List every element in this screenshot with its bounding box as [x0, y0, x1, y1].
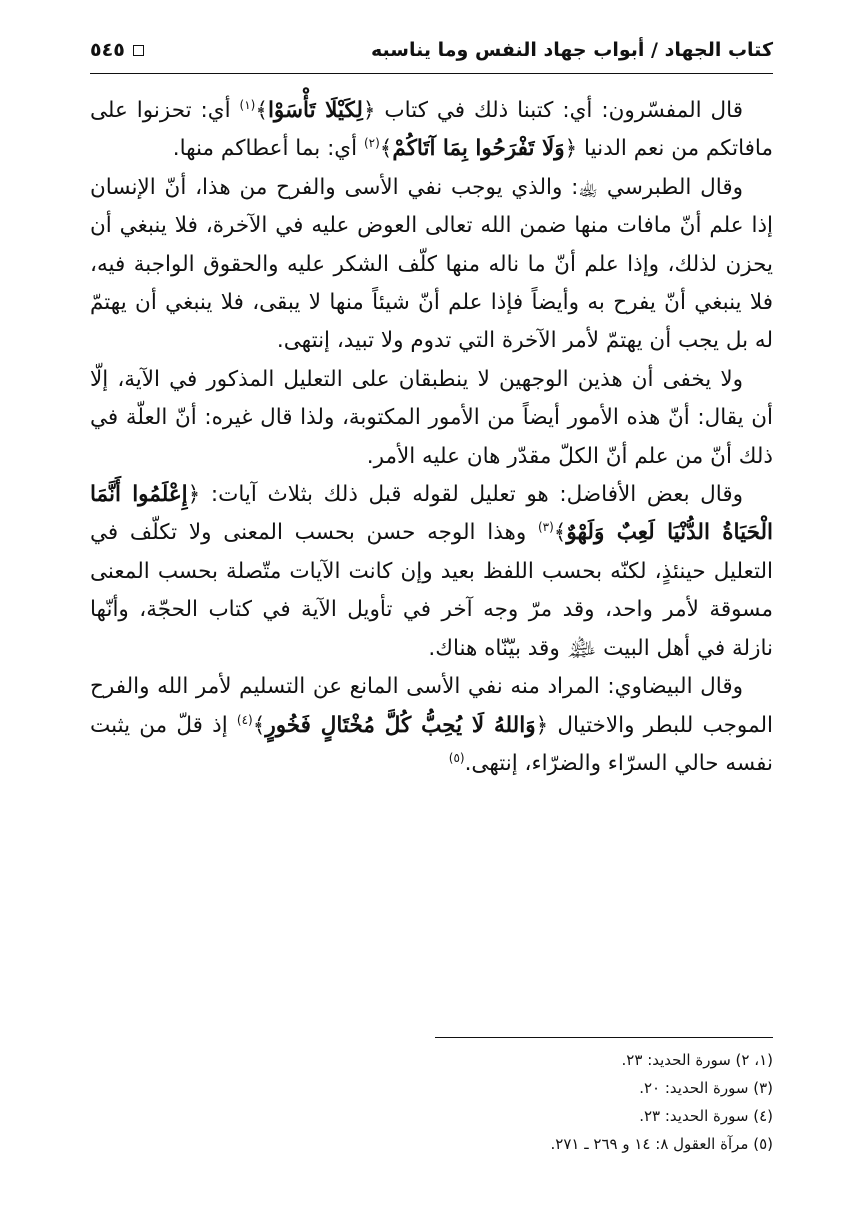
page-number-group	[90, 39, 144, 61]
paragraph	[90, 92, 773, 169]
text-run: ولا يخفى أن هذين الوجهين لا ينطبقان على التعليل المذكور في الآية، إلّا أن يقال: أنّ هذه الأمور أيضاً من الأمور المكتوبة، ولذا قال غيره: أنّ العلّة في ذلك أنّ من علم أنّ الكلّ مقدّر هان عليه الأمر.	[90, 366, 773, 469]
quran-verse: وَلَا تَفْرَحُوا بِمَا آتَاكُمْ	[392, 136, 565, 162]
text-run: وهذا الوجه حسن بحسب المعنى ولا تكلّف في التعليل حينئذٍ، لكنّه بحسب اللفظ بعيد وإن كانت الآيات متّصلة بحسب المعنى مسوقة لأمر واحد، وقد مرّ وجه آخر في تأويل الآية في كتاب الحجّة، وأنّها نازلة في أهل البيت ﵈ وقد بيّنّاه هناك.	[90, 520, 773, 661]
footnote: (٥) مرآة العقول ٨: ١٤ و ٢٦٩ ـ ٢٧١.	[550, 1135, 773, 1153]
footnote-ref: (٥)	[448, 750, 465, 765]
footnote: (٣) سورة الحديد: ٢٠.	[639, 1079, 773, 1097]
footnote-ref: (٣)	[537, 520, 554, 535]
text-run: وقال الطبرسي ﵀: والذي يوجب نفي الأسى والفرح من هذا، أنّ الإنسان إذا علم أنّ مافات منها ضمن الله تعالى العوض عليه في الآخرة، فلا ينبغي أن يحزن لذلك، وإذا علم أنّ ما ناله منها كلّف الشكر عليه والحقوق الواجبة فيه، فلا ينبغي أنّ يفرح به وأيضاً فإذا علم أنّ شيئاً منها لا يبقى، فلا ينبغي أن يهتمّ له بل يجب أن يهتمّ لأمر الآخرة التي تدوم ولا تبيد، إنتهى.	[90, 174, 773, 354]
paragraph	[90, 476, 773, 668]
footnote: (٤) سورة الحديد: ٢٣.	[639, 1107, 773, 1125]
quran-verse: لِكَيْلَا تَأْسَوْا	[267, 98, 363, 123]
text-run: وقال البيضاوي: المراد منه نفي الأسى المانع عن التسليم لأمر الله والفرح الموجب للبطر والاختيال	[90, 674, 773, 738]
verse-bracket: ﴾	[255, 98, 268, 123]
footnote-ref: (١)	[239, 97, 256, 112]
running-header	[90, 30, 773, 70]
verse-bracket: ﴾	[553, 520, 567, 546]
footnote-ref: (٢)	[363, 136, 380, 151]
footnotes	[90, 1046, 773, 1158]
footnote: (١، ٢) سورة الحديد: ٢٣.	[621, 1051, 773, 1069]
quran-verse: وَاللهُ لَا يُحِبُّ كُلَّ مُخْتَالٍ فَخُورٍ	[265, 712, 536, 738]
verse-bracket: ﴾	[379, 136, 393, 162]
verse-bracket: ﴿	[564, 136, 578, 162]
footnote-rule	[435, 1037, 773, 1038]
text-run: أي: تحزنوا على مافاتكم من نعم الدنيا	[90, 98, 773, 162]
running-title: كتاب الجهاد / أبواب جهاد النفس وما يناسبه	[371, 39, 773, 61]
paragraph	[90, 361, 773, 476]
text-run: وقال بعض الأفاضل: هو تعليل لقوله قبل ذلك بثلاث آيات:	[200, 482, 744, 508]
verse-bracket: ﴾	[252, 712, 266, 738]
verse-bracket: ﴿	[187, 482, 201, 508]
text-run: أي: بما أعطاكم منها.	[172, 136, 364, 162]
paragraph	[90, 668, 773, 783]
header-rule	[90, 73, 773, 74]
text-run: إذ قلّ من يثبت نفسه حالي السرّاء والضرّاء، إنتهى.	[90, 712, 773, 776]
verse-bracket: ﴿	[362, 98, 376, 123]
quran-verse: إِعْلَمُوا أَنَّمَا الْحَيَاةُ الدُّنْيَا لَعِبٌ وَلَهْوٌ	[90, 482, 773, 546]
main-text	[90, 92, 773, 783]
page-number: ٥٤٥	[90, 39, 125, 61]
paragraph	[90, 169, 773, 361]
text-run: قال المفسّرون: أي: كتبنا ذلك في كتاب	[375, 98, 743, 123]
footnote-ref: (٤)	[236, 712, 253, 727]
verse-bracket: ﴿	[535, 712, 549, 738]
square-ornament-icon	[133, 45, 144, 56]
